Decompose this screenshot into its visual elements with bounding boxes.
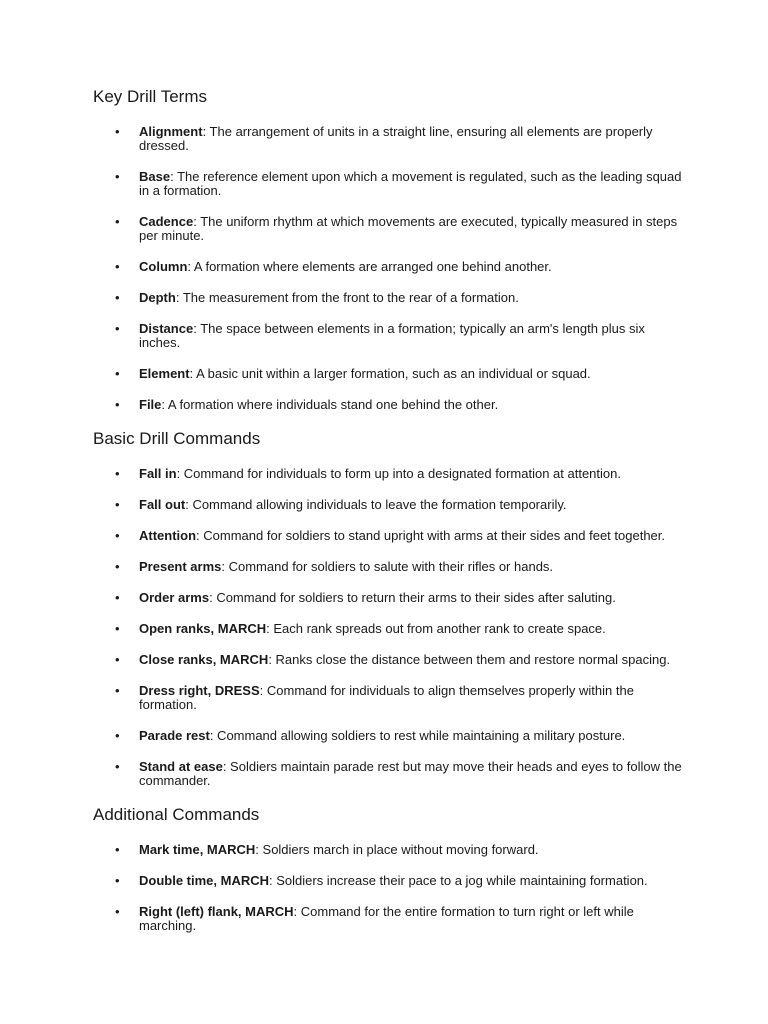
- term-description: : A formation where elements are arranged one behind another.: [187, 259, 552, 274]
- bullet-icon: •: [115, 842, 120, 857]
- bullet-icon: •: [115, 169, 120, 184]
- term-name: File: [139, 397, 162, 412]
- section-title: Key Drill Terms: [93, 87, 207, 106]
- list-item: [93, 653, 683, 667]
- bullet-icon: •: [115, 759, 120, 774]
- term-name: Dress right, DRESS: [139, 683, 260, 698]
- term-description: : The measurement from the front to the rear of a formation.: [175, 290, 519, 305]
- term-description: : Command for soldiers to stand upright with arms at their sides and feet together.: [196, 528, 666, 543]
- term-description: : Command allowing soldiers to rest while maintaining a military posture.: [209, 728, 626, 743]
- term-name: Cadence: [139, 214, 194, 229]
- list-item: [93, 398, 683, 412]
- list-item: [93, 684, 683, 712]
- list-item: [93, 843, 683, 857]
- bullet-icon: •: [115, 124, 120, 139]
- section-title: Basic Drill Commands: [93, 429, 261, 448]
- term-description: : The space between elements in a formation; typically an arm's length plus six inches.: [139, 321, 645, 350]
- bullet-icon: •: [115, 528, 120, 543]
- term-name: Parade rest: [139, 728, 210, 743]
- bullet-icon: •: [115, 321, 120, 336]
- term-description: : Ranks close the distance between them and restore normal spacing.: [268, 652, 671, 667]
- list-item: [93, 291, 683, 305]
- term-description: : A formation where individuals stand one behind the other.: [161, 397, 499, 412]
- term-list: [93, 467, 683, 788]
- bullet-icon: •: [115, 466, 120, 481]
- list-item: [93, 729, 683, 743]
- list-item: [93, 322, 683, 350]
- section-key-drill-terms: [93, 87, 683, 412]
- list-item: [93, 905, 683, 933]
- list-item: [93, 367, 683, 381]
- term-name: Column: [139, 259, 188, 274]
- bullet-icon: •: [115, 621, 120, 636]
- list-item: [93, 125, 683, 153]
- term-description: : Command for individuals to align themselves properly within the formation.: [139, 683, 634, 712]
- term-description: : Soldiers maintain parade rest but may move their heads and eyes to follow the commander.: [139, 759, 682, 788]
- list-item: [93, 215, 683, 243]
- section-basic-drill-commands: [93, 429, 683, 788]
- term-name: Depth: [139, 290, 176, 305]
- term-description: : Soldiers march in place without moving forward.: [255, 842, 539, 857]
- list-item: [93, 622, 683, 636]
- list-item: [93, 529, 683, 543]
- bullet-icon: •: [115, 290, 120, 305]
- bullet-icon: •: [115, 397, 120, 412]
- bullet-icon: •: [115, 559, 120, 574]
- term-description: : The uniform rhythm at which movements are executed, typically measured in steps per minute.: [139, 214, 678, 243]
- term-name: Present arms: [139, 559, 222, 574]
- list-item: [93, 260, 683, 274]
- bullet-icon: •: [115, 366, 120, 381]
- bullet-icon: •: [115, 873, 120, 888]
- term-name: Base: [139, 169, 171, 184]
- term-name: Fall in: [139, 466, 177, 481]
- term-description: : Soldiers increase their pace to a jog while maintaining formation.: [269, 873, 648, 888]
- term-description: : Command for soldiers to return their arms to their sides after saluting.: [209, 590, 616, 605]
- term-description: : Command for the entire formation to turn right or left while marching.: [139, 904, 634, 933]
- term-name: Element: [139, 366, 190, 381]
- bullet-icon: •: [115, 683, 120, 698]
- bullet-icon: •: [115, 728, 120, 743]
- list-item: [93, 498, 683, 512]
- term-description: : Each rank spreads out from another rank to create space.: [266, 621, 606, 636]
- term-name: Right (left) flank, MARCH: [139, 904, 294, 919]
- term-list: [93, 125, 683, 412]
- bullet-icon: •: [115, 590, 120, 605]
- term-name: Distance: [139, 321, 194, 336]
- term-list: [93, 843, 683, 933]
- list-item: [93, 467, 683, 481]
- section-title: Additional Commands: [93, 805, 260, 824]
- term-name: Mark time, MARCH: [139, 842, 256, 857]
- bullet-icon: •: [115, 904, 120, 919]
- term-name: Fall out: [139, 497, 186, 512]
- list-item: [93, 560, 683, 574]
- list-item: [93, 591, 683, 605]
- document-page: [93, 87, 683, 950]
- list-item: [93, 874, 683, 888]
- term-name: Attention: [139, 528, 197, 543]
- section-additional-commands: [93, 805, 683, 933]
- term-name: Open ranks, MARCH: [139, 621, 267, 636]
- term-description: : Command for individuals to form up into a designated formation at attention.: [176, 466, 621, 481]
- term-description: : The arrangement of units in a straight line, ensuring all elements are properly dressed.: [139, 124, 653, 153]
- bullet-icon: •: [115, 652, 120, 667]
- term-description: : Command for soldiers to salute with their rifles or hands.: [221, 559, 554, 574]
- term-description: : A basic unit within a larger formation, such as an individual or squad.: [189, 366, 591, 381]
- term-name: Alignment: [139, 124, 203, 139]
- term-description: : The reference element upon which a movement is regulated, such as the leading squad in a formation.: [139, 169, 682, 198]
- bullet-icon: •: [115, 497, 120, 512]
- term-description: : Command allowing individuals to leave the formation temporarily.: [185, 497, 567, 512]
- term-name: Close ranks, MARCH: [139, 652, 269, 667]
- term-name: Stand at ease: [139, 759, 223, 774]
- bullet-icon: •: [115, 214, 120, 229]
- list-item: [93, 760, 683, 788]
- list-item: [93, 170, 683, 198]
- term-name: Double time, MARCH: [139, 873, 269, 888]
- term-name: Order arms: [139, 590, 210, 605]
- bullet-icon: •: [115, 259, 120, 274]
